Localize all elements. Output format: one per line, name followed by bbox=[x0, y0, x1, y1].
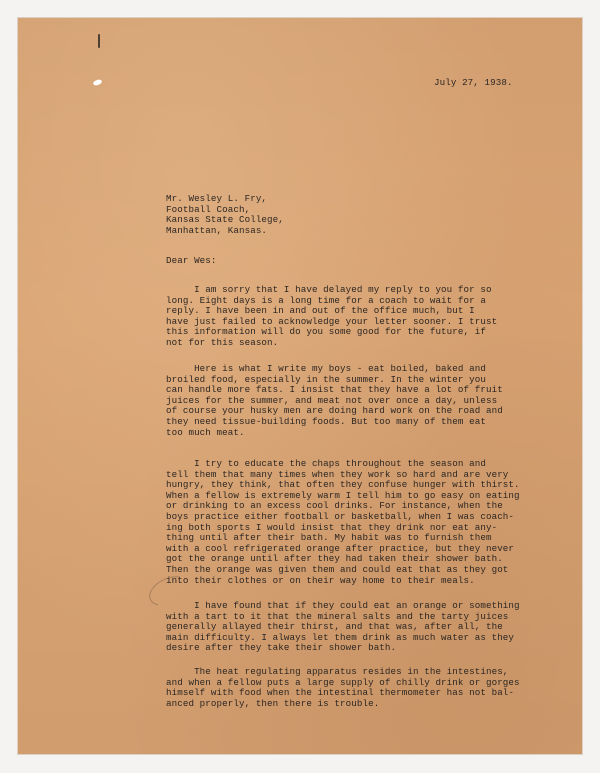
paragraph-1 bbox=[166, 285, 497, 349]
text-line: juices for the summer, and meat not over once a day, unless bbox=[166, 394, 498, 406]
text-line: boys practice either football or basketball, when I was coach- bbox=[166, 510, 515, 522]
paper-blemish bbox=[92, 79, 102, 87]
text-line: or drinking to an excess cool drinks. For instance, when the bbox=[166, 500, 503, 512]
text-line: can handle more fats. I insist that they have a lot of fruit bbox=[166, 384, 503, 396]
text-line: generally allayed their thirst, and that was, after all, the bbox=[166, 621, 503, 633]
text-line: this information will do you some good for the future, if bbox=[166, 326, 486, 338]
text-line: reply. I have been in and out of the office much, but I bbox=[166, 305, 475, 317]
text-line: hungry, they think, that often they confuse hunger with thirst. bbox=[166, 479, 520, 491]
text-line: The heat regulating apparatus resides in the intestines, bbox=[166, 666, 509, 677]
text-line: have just failed to acknowledge your letter sooner. I trust bbox=[166, 315, 498, 327]
letter-page bbox=[18, 18, 582, 754]
text-line: got the orange until after they had taken their shower bath. bbox=[166, 553, 503, 565]
text-line: I try to educate the chaps throughout the season and bbox=[166, 458, 486, 469]
text-line: I have found that if they could eat an orange or something bbox=[166, 600, 520, 611]
paragraph-2 bbox=[166, 364, 503, 438]
text-line: long. Eight days is a long time for a coach to wait for a bbox=[166, 294, 486, 306]
text-line: into their clothes or on their way home to their meals. bbox=[166, 574, 475, 586]
recipient-name: Mr. Wesley L. Fry, bbox=[166, 193, 268, 204]
text-line: Here is what I write my boys - eat boiled, baked and bbox=[166, 363, 486, 374]
text-line: thing until after their bath. My habit was to furnish them bbox=[166, 532, 492, 544]
ink-mark bbox=[98, 34, 100, 48]
text-line: Then the orange was given them and could eat that as they got bbox=[166, 563, 509, 575]
text-line: anced properly, then there is trouble. bbox=[166, 697, 380, 709]
salutation: Dear Wes: bbox=[166, 255, 217, 266]
text-line: broiled food, especially in the summer. In the winter you bbox=[166, 373, 486, 385]
text-line: himself with food when the intestinal thermometer has not bal- bbox=[166, 687, 515, 699]
recipient-address bbox=[166, 194, 284, 236]
recipient-institution: Kansas State College, bbox=[166, 214, 284, 226]
letter-date: July 27, 1938. bbox=[434, 77, 513, 88]
paragraph-3 bbox=[166, 459, 520, 586]
text-line: not for this season. bbox=[166, 336, 279, 348]
text-line: with a tart to it that the mineral salts and the tarty juices bbox=[166, 610, 509, 622]
text-line: main difficulty. I always let them drink as much water as they bbox=[166, 631, 515, 643]
text-line: I am sorry that I have delayed my reply to you for so bbox=[166, 284, 492, 295]
text-line: tell them that many times when they work so hard and are very bbox=[166, 468, 509, 480]
recipient-title: Football Coach, bbox=[166, 203, 251, 215]
recipient-location: Manhattan, Kansas. bbox=[166, 224, 268, 236]
paragraph-4 bbox=[166, 601, 520, 654]
text-line: and when a fellow puts a large supply of chilly drink or gorges bbox=[166, 676, 520, 688]
text-line: of course your husky men are doing hard work on the road and bbox=[166, 405, 503, 417]
text-line: too much meat. bbox=[166, 426, 245, 438]
text-line: ing both sports I would insist that they drink nor eat any- bbox=[166, 521, 498, 533]
text-line: they need tissue-building foods. But too many of them eat bbox=[166, 415, 486, 427]
paragraph-5 bbox=[166, 667, 520, 709]
text-line: with a cool refrigerated orange after practice, but they never bbox=[166, 542, 515, 554]
text-line: desire after they take their shower bath. bbox=[166, 642, 397, 654]
text-line: When a fellow is extremely warm I tell him to go easy on eating bbox=[166, 489, 520, 501]
